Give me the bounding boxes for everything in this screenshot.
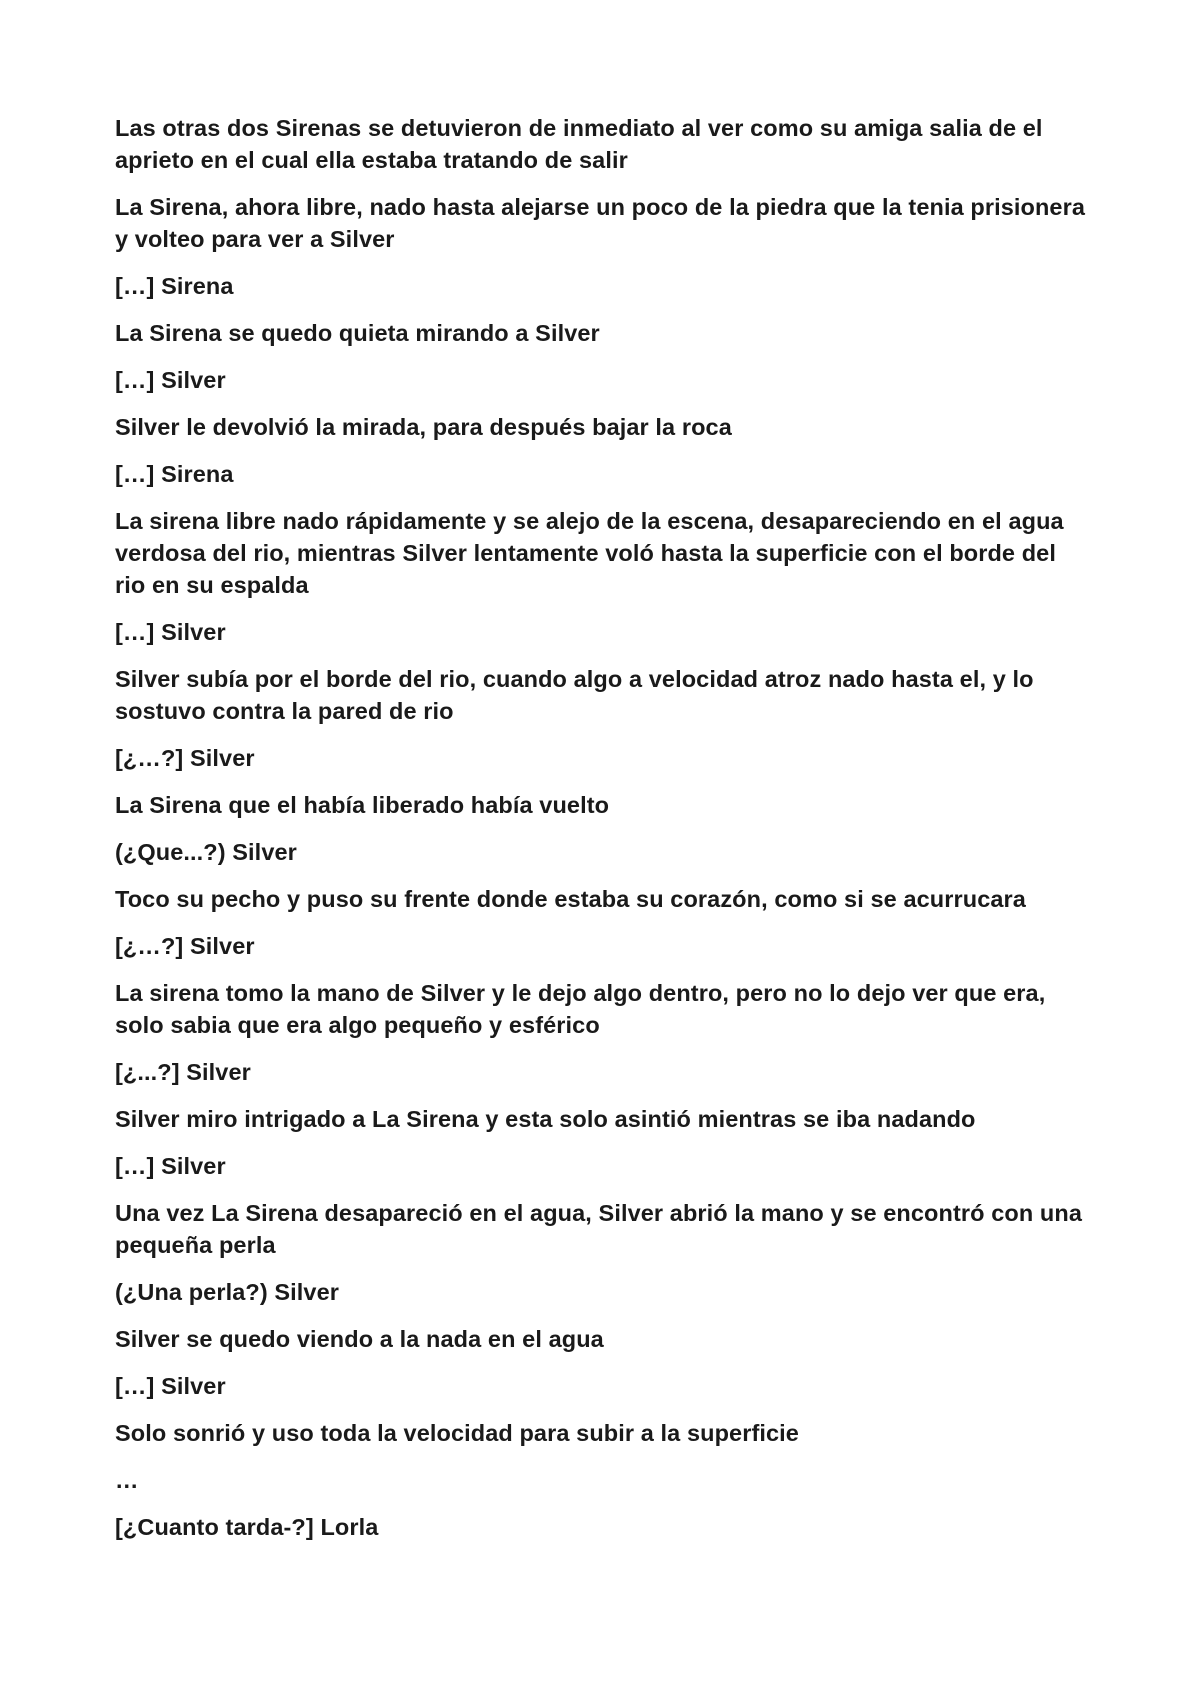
- paragraph: La Sirena que el había liberado había vuelto: [115, 792, 610, 818]
- paragraph: Silver miro intrigado a La Sirena y esta solo asintió mientras se iba nadando: [115, 1106, 976, 1132]
- dialogue-line: [¿Cuanto tarda-?] Lorla: [115, 1514, 379, 1540]
- dialogue-line: [¿…?] Silver: [115, 933, 255, 959]
- paragraph: La sirena tomo la mano de Silver y le dejo algo dentro, pero no lo dejo ver que era, solo sabia que era algo pequeño y esférico: [115, 980, 1046, 1038]
- paragraph: Solo sonrió y uso toda la velocidad para subir a la superficie: [115, 1420, 799, 1446]
- paragraph: Las otras dos Sirenas se detuvieron de inmediato al ver como su amiga salia de el aprieto en el cual ella estaba tratando de salir: [115, 115, 1043, 173]
- paragraph: La Sirena se quedo quieta mirando a Silver: [115, 320, 600, 346]
- dialogue-line: […] Silver: [115, 1373, 226, 1399]
- scene-break: …: [115, 1467, 139, 1493]
- dialogue-line: (¿Una perla?) Silver: [115, 1279, 339, 1305]
- paragraph: Silver subía por el borde del rio, cuando algo a velocidad atroz nado hasta el, y lo sostuvo contra la pared de rio: [115, 666, 1034, 724]
- dialogue-line: […] Sirena: [115, 273, 234, 299]
- dialogue-line: […] Silver: [115, 367, 226, 393]
- paragraph: Toco su pecho y puso su frente donde estaba su corazón, como si se acurrucara: [115, 886, 1026, 912]
- paragraph: La sirena libre nado rápidamente y se alejo de la escena, desapareciendo en el agua verdosa del rio, mientras Silver lentamente voló hasta la superficie con el borde del rio en su espalda: [115, 508, 1064, 598]
- dialogue-line: […] Silver: [115, 1153, 226, 1179]
- document-body: [115, 112, 1090, 1543]
- paragraph: La Sirena, ahora libre, nado hasta alejarse un poco de la piedra que la tenia prisionera y volteo para ver a Silver: [115, 194, 1085, 252]
- dialogue-line: [¿...?] Silver: [115, 1059, 251, 1085]
- paragraph: Una vez La Sirena desapareció en el agua, Silver abrió la mano y se encontró con una pequeña perla: [115, 1200, 1083, 1258]
- dialogue-line: (¿Que...?) Silver: [115, 839, 297, 865]
- paragraph: Silver se quedo viendo a la nada en el agua: [115, 1326, 604, 1352]
- dialogue-line: [¿…?] Silver: [115, 745, 255, 771]
- dialogue-line: […] Sirena: [115, 461, 234, 487]
- dialogue-line: […] Silver: [115, 619, 226, 645]
- paragraph: Silver le devolvió la mirada, para después bajar la roca: [115, 414, 732, 440]
